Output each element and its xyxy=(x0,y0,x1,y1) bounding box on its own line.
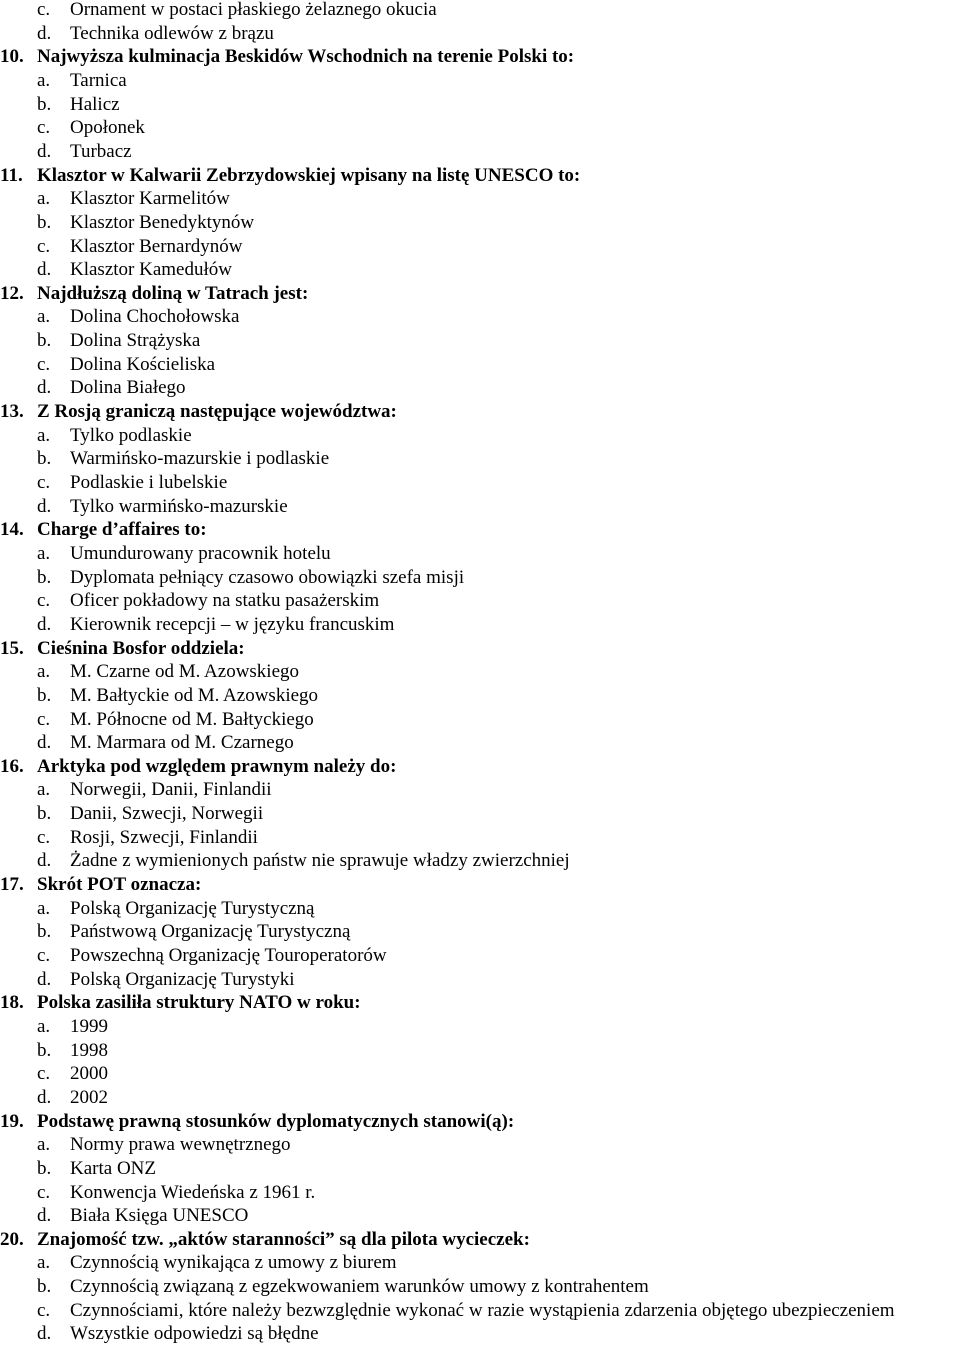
option-text: 2002 xyxy=(70,1086,108,1108)
option-text: Dolina Chochołowska xyxy=(70,306,240,328)
question-text: Charge d’affaires to: xyxy=(37,519,207,541)
option-letter: a. xyxy=(37,897,51,919)
option-text: Opołonek xyxy=(70,117,145,139)
option-text: 1999 xyxy=(70,1015,108,1037)
option-text: Czynnością wynikająca z umowy z biurem xyxy=(70,1252,397,1274)
option-letter: c. xyxy=(37,826,51,848)
option-text: Danii, Szwecji, Norwegii xyxy=(70,803,264,825)
option-letter: b. xyxy=(37,803,52,825)
question-number: 15. xyxy=(0,637,24,659)
option-text: Polską Organizację Turystyki xyxy=(70,968,295,990)
option-letter: d. xyxy=(37,495,52,517)
option-letter: d. xyxy=(37,968,52,990)
question-number: 14. xyxy=(0,519,24,541)
question-number: 11. xyxy=(0,164,23,186)
question-text: Polska zasiliła struktury NATO w roku: xyxy=(37,992,361,1014)
option-letter: c. xyxy=(37,472,51,493)
question-text: Podstawę prawną stosunków dyplomatycznych stanowi(ą): xyxy=(37,1110,515,1132)
option-text: 2000 xyxy=(70,1063,108,1085)
option-text: Powszechną Organizację Touroperatorów xyxy=(70,945,387,966)
option-letter: d. xyxy=(37,22,52,44)
option-text: Dyplomata pełniący czasowo obowiązki szefa misji xyxy=(70,566,465,588)
option-text: Tylko warmińsko-mazurskie xyxy=(70,495,288,517)
option-text: Polską Organizację Turystyczną xyxy=(70,897,315,919)
option-text: Podlaskie i lubelskie xyxy=(70,472,228,493)
option-text: Klasztor Karmelitów xyxy=(70,188,230,210)
option-text: Klasztor Kamedułów xyxy=(70,259,232,281)
question-text: Arktyka pod względem prawnym należy do: xyxy=(37,755,397,777)
option-letter: c. xyxy=(37,0,51,20)
option-letter: d. xyxy=(37,732,52,754)
option-text: Tarnica xyxy=(70,69,127,91)
question-text: Znajomość tzw. „aktów staranności” są dla pilota wycieczek: xyxy=(37,1228,530,1250)
option-letter: b. xyxy=(37,93,52,115)
option-letter: a. xyxy=(37,779,51,801)
option-letter: c. xyxy=(37,117,51,139)
option-text: Dolina Kościeliska xyxy=(70,353,216,375)
option-text: Normy prawa wewnętrznego xyxy=(70,1134,291,1156)
option-text: Ornament w postaci płaskiego żelaznego okucia xyxy=(70,0,437,20)
option-text: Biała Księga UNESCO xyxy=(70,1205,249,1227)
option-text: Klasztor Bernardynów xyxy=(70,235,243,257)
option-letter: b. xyxy=(37,684,52,706)
option-letter: d. xyxy=(37,850,52,872)
option-text: Wszystkie odpowiedzi są błędne xyxy=(70,1323,319,1345)
option-letter: d. xyxy=(37,140,52,162)
question-text: Z Rosją graniczą następujące województwa: xyxy=(37,401,397,423)
option-letter: d. xyxy=(37,1323,52,1345)
option-letter: a. xyxy=(37,661,51,683)
option-text: Czynnościami, które należy bezwzględnie wykonać w razie wystąpienia zdarzenia objętego ubezpieczeniem xyxy=(70,1299,895,1321)
option-letter: c. xyxy=(37,1299,51,1321)
option-letter: d. xyxy=(37,259,52,281)
option-text: Tylko podlaskie xyxy=(70,424,192,446)
option-letter: d. xyxy=(37,377,52,399)
option-letter: b. xyxy=(37,1157,52,1179)
question-number: 18. xyxy=(0,992,24,1014)
question-text: Najwyższa kulminacja Beskidów Wschodnich na terenie Polski to: xyxy=(37,46,575,68)
option-text: Klasztor Benedyktynów xyxy=(70,211,255,233)
option-letter: d. xyxy=(37,1086,52,1108)
option-letter: b. xyxy=(37,1039,52,1061)
question-number: 19. xyxy=(0,1110,24,1132)
question-number: 12. xyxy=(0,282,24,304)
question-text: Skrót POT oznacza: xyxy=(37,874,202,896)
option-letter: d. xyxy=(37,1205,52,1227)
question-number: 16. xyxy=(0,755,24,777)
option-letter: a. xyxy=(37,1015,51,1037)
option-text: 1998 xyxy=(70,1039,108,1061)
option-letter: b. xyxy=(37,330,52,352)
option-letter: a. xyxy=(37,542,51,564)
option-letter: a. xyxy=(37,69,51,91)
option-letter: c. xyxy=(37,590,51,612)
question-number: 13. xyxy=(0,401,24,423)
option-letter: c. xyxy=(37,1181,51,1203)
option-text: Rosji, Szwecji, Finlandii xyxy=(70,826,258,848)
option-text: Państwową Organizację Turystyczną xyxy=(70,921,351,943)
option-letter: a. xyxy=(37,188,51,210)
option-letter: a. xyxy=(37,1134,51,1156)
option-letter: b. xyxy=(37,921,52,943)
option-text: M. Północne od M. Bałtyckiego xyxy=(70,708,314,730)
option-text: Dolina Strążyska xyxy=(70,330,201,352)
option-text: Konwencja Wiedeńska z 1961 r. xyxy=(70,1181,316,1203)
option-text: Dolina Białego xyxy=(70,377,186,399)
option-letter: c. xyxy=(37,708,51,730)
question-text: Najdłuższą doliną w Tatrach jest: xyxy=(37,282,309,304)
question-number: 20. xyxy=(0,1228,24,1250)
option-letter: a. xyxy=(37,424,51,446)
option-text: Turbacz xyxy=(70,140,132,162)
option-letter: c. xyxy=(37,1063,51,1085)
option-text: M. Marmara od M. Czarnego xyxy=(70,732,294,754)
question-text: Cieśnina Bosfor oddziela: xyxy=(37,637,245,659)
option-text: Oficer pokładowy na statku pasażerskim xyxy=(70,590,380,612)
option-text: Umundurowany pracownik hotelu xyxy=(70,542,331,564)
option-letter: a. xyxy=(37,306,51,328)
option-letter: c. xyxy=(37,353,51,375)
option-text: Kierownik recepcji – w języku francuskim xyxy=(70,613,395,635)
question-number: 10. xyxy=(0,46,24,68)
option-text: Żadne z wymienionych państw nie sprawuje władzy zwierzchniej xyxy=(70,850,570,872)
option-text: Halicz xyxy=(70,93,120,115)
question-number: 17. xyxy=(0,874,24,896)
option-letter: a. xyxy=(37,1252,51,1274)
option-text: M. Czarne od M. Azowskiego xyxy=(70,661,300,683)
option-text: M. Bałtyckie od M. Azowskiego xyxy=(70,684,319,706)
question-text: Klasztor w Kalwarii Zebrzydowskiej wpisany na listę UNESCO to: xyxy=(37,164,581,186)
option-text: Norwegii, Danii, Finlandii xyxy=(70,779,272,801)
option-letter: d. xyxy=(37,613,52,635)
option-letter: b. xyxy=(37,448,52,470)
option-text: Warmińsko-mazurskie i podlaskie xyxy=(70,448,330,470)
option-text: Technika odlewów z brązu xyxy=(70,22,274,44)
option-text: Czynnością związaną z egzekwowaniem warunków umowy z kontrahentem xyxy=(70,1276,649,1298)
option-letter: b. xyxy=(37,566,52,588)
option-letter: c. xyxy=(37,945,51,966)
option-letter: c. xyxy=(37,235,51,257)
option-letter: b. xyxy=(37,1276,52,1298)
option-letter: b. xyxy=(37,211,52,233)
option-text: Karta ONZ xyxy=(70,1157,156,1179)
